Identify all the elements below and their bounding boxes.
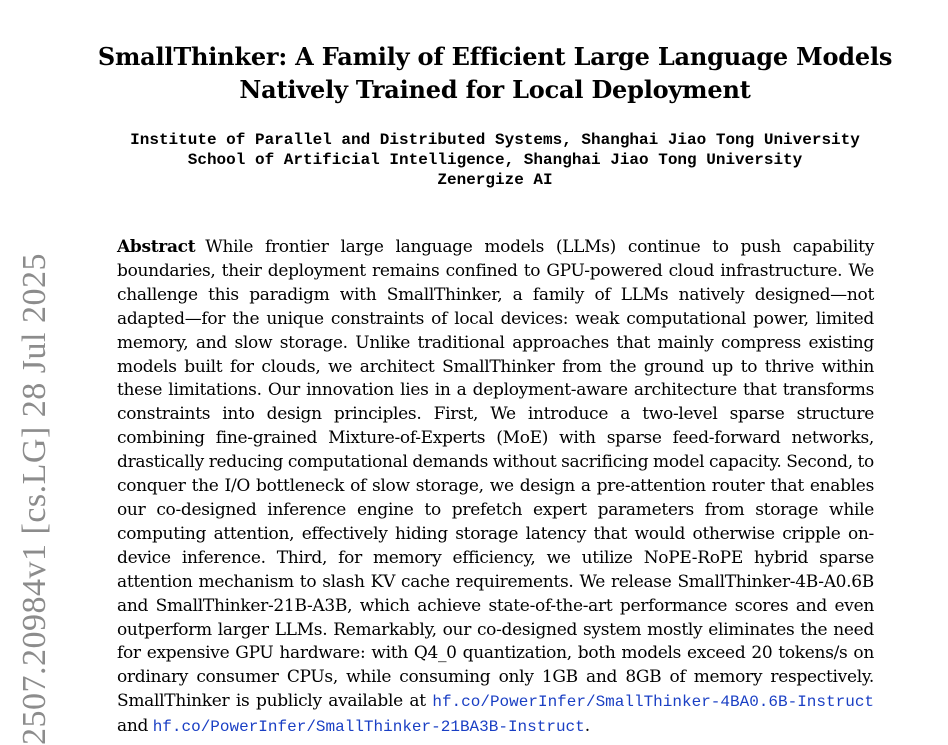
title-line-1: SmallThinker: A Family of Efficient Large Language Models [97,42,893,71]
affiliation-zenergize: Zenergize AI [437,171,553,189]
abstract-body: While frontier large language models (LLMs) continue to push capability boundaries, their deployment remains confined to GPU-powered cloud infrastructure. We challenge this paradigm with SmallThinker, a family of LLMs natively designed—not adapted—for the unique constraints of local devices: weak computational power, limited memory, and slow storage. Unlike traditional approaches that mainly compress existing models built for clouds, we architect SmallThinker from the ground up to thrive within these limitations. Our innovation lies in a deployment-aware architecture that transforms constraints into design principles. First, We introduce a two-level sparse structure combining fine-grained Mixture-of-Experts (MoE) with sparse feed-forward networks, drastically reducing computational demands without sacrificing model capacity. Second, to conquer the I/O bottleneck of slow storage, we design a pre-attention router that enables our co-designed inference engine to prefetch expert parameters from storage while computing attention, effectively hiding storage latency that would otherwise cripple on-device inference. Third, for memory efficiency, we utilize NoPE-RoPE hybrid sparse attention mechanism to slash KV cache requirements. We release SmallThinker-4B-A0.6B and SmallThinker-21B-A3B, which achieve state-of-the-art performance scores and even outperform larger LLMs. Remarkably, our co-designed system mostly eliminates the need for expensive GPU hardware: with Q4_0 quantization, both models exceed 20 tokens/s on ordinary consumer CPUs, while consuming only 1GB and 8GB of memory respectively. SmallThinker is publicly available at [117,237,874,712]
affiliation-ipads: Institute of Parallel and Distributed Systems, Shanghai Jiao Tong University [130,131,860,149]
arxiv-identifier-stamp: 2507.20984v1 [cs.LG] 28 Jul 2025 [16,253,53,745]
affiliation-sai: School of Artificial Intelligence, Shanghai Jiao Tong University [187,151,803,169]
model-link-21b[interactable]: hf.co/PowerInfer/SmallThinker-21BA3B-Instruct [152,718,585,737]
abstract-end: . [584,716,590,737]
abstract-label: Abstract [117,237,196,257]
abstract-conjunction: and [117,716,149,737]
affiliations [60,130,930,190]
model-link-4b[interactable]: hf.co/PowerInfer/SmallThinker-4BA0.6B-Instruct [432,693,875,712]
paper-title [60,40,930,106]
abstract [117,236,874,740]
title-line-2: Natively Trained for Local Deployment [239,75,751,104]
